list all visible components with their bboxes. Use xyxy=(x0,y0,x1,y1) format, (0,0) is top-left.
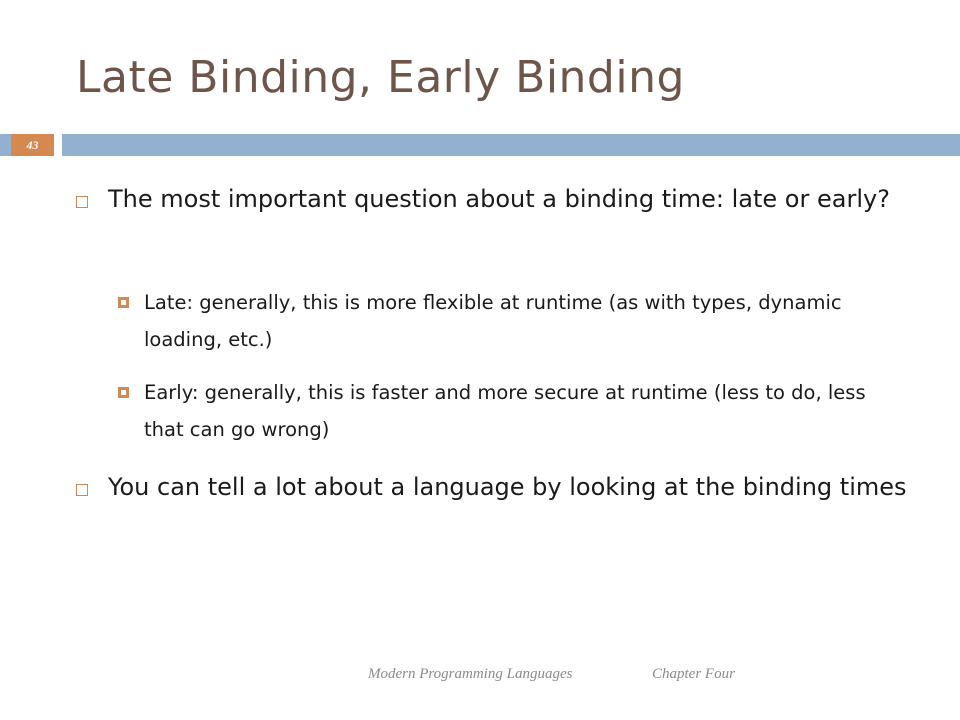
footer-course-title: Modern Programming Languages xyxy=(368,666,573,682)
sub-bullet-text: Early: generally, this is faster and more secure at runtime (less to do, less that can go wrong) xyxy=(144,381,866,441)
sub-bullet-text: Late: generally, this is more flexible at runtime (as with types, dynamic loading, etc.) xyxy=(144,291,842,351)
hollow-square-bullet-icon xyxy=(76,484,88,496)
slide-number: 43 xyxy=(11,134,54,156)
bullet-text: You can tell a lot about a language by looking at the binding times xyxy=(108,473,907,501)
slide-title: Late Binding, Early Binding xyxy=(76,52,685,103)
square-bullet-icon xyxy=(118,387,129,398)
footer-chapter: Chapter Four xyxy=(652,666,735,682)
hollow-square-bullet-icon xyxy=(76,196,88,208)
square-bullet-icon xyxy=(118,297,129,308)
bullet-text: The most important question about a binding time: late or early? xyxy=(108,185,890,213)
